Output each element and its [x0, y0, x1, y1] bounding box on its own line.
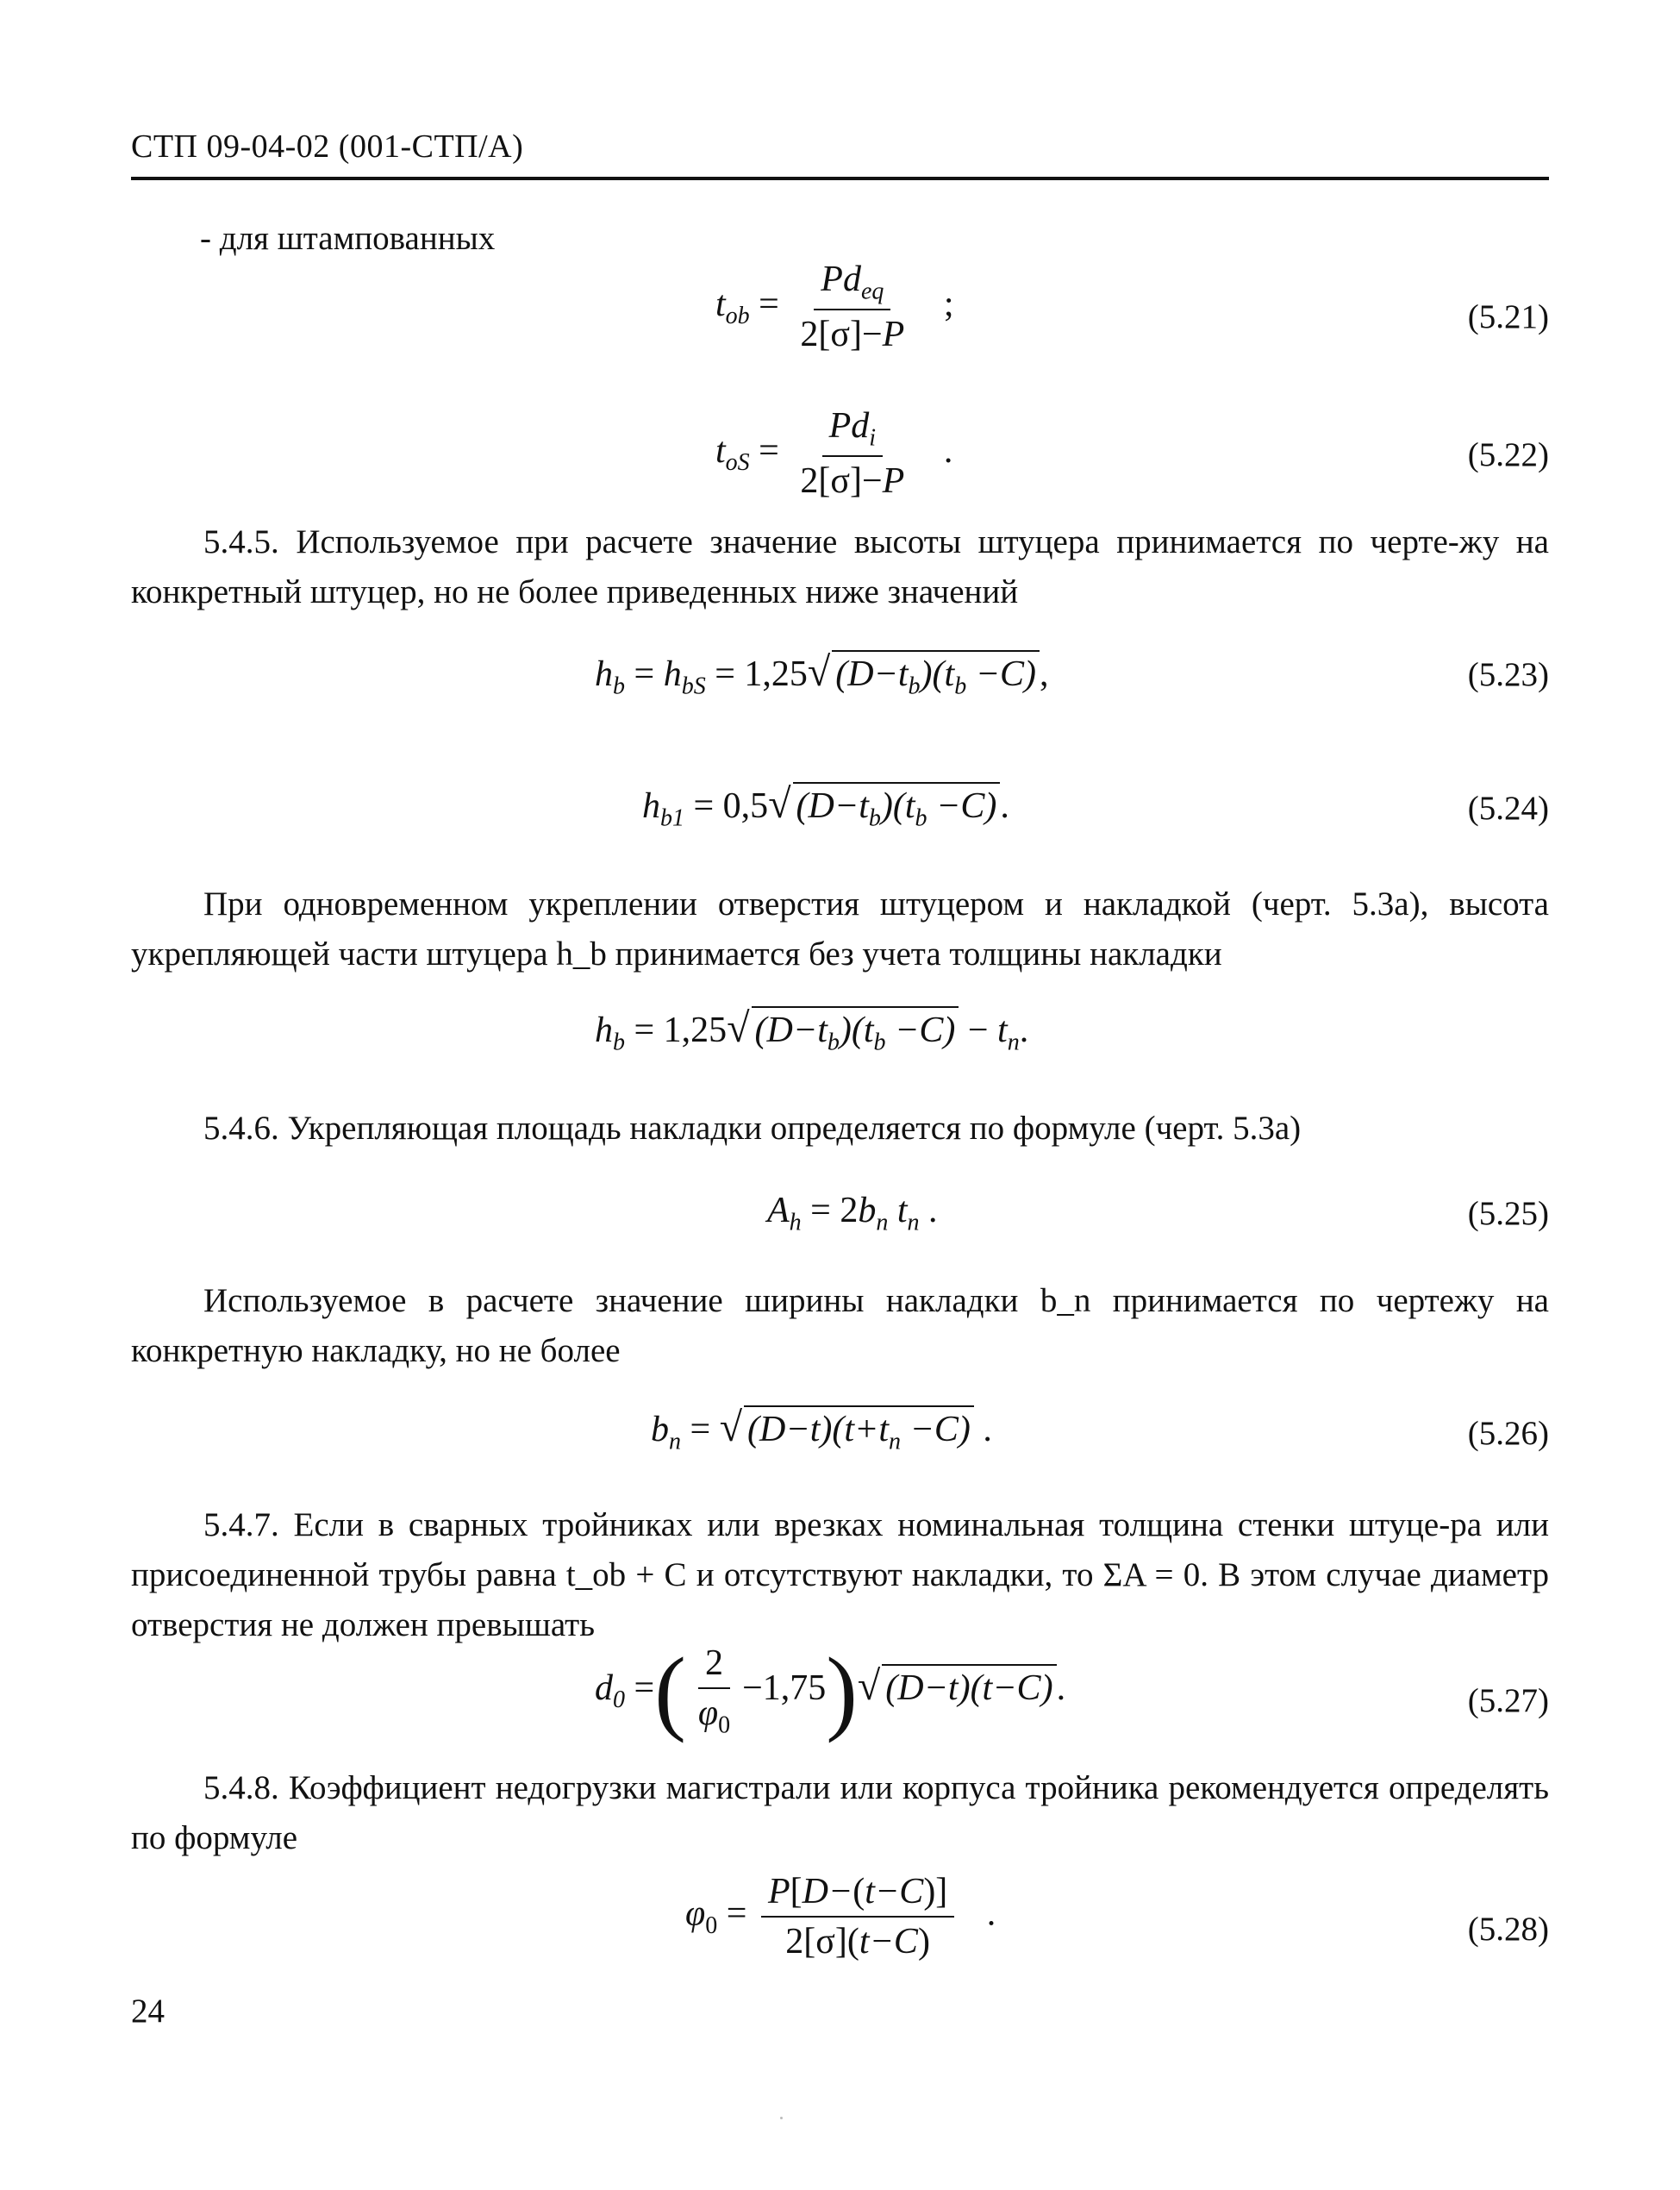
equation-5-25: $A_h = 2b_n$ $t_n$ . — [767, 1191, 938, 1236]
equation-5-27: $d_0$ =( $\frac{2}{\varphi_0}$ −1,75)√ (D−t)(t−C). — [595, 1638, 1066, 1744]
equation-hb-reduced: $h_b = 1,25√$ $(D-t_b)(t_b -C) - t_n$. — [595, 1005, 1029, 1056]
equation-number-5-21: (5.21) — [1467, 298, 1549, 335]
paragraph-5-4-6: 5.4.6. Укрепляющая площадь накладки определяется по формуле (черт. 5.3а) — [203, 1110, 1302, 1147]
equation-5-21: $t_{ob}$ = $\frac{Pd_{eq}}{2[\sigma]-P}$ ; — [715, 260, 954, 355]
paragraph-simultaneous: При одновременном укреплении отверстия штуцером и накладкой (черт. 5.3а), высота укрепляющей части штуцера h_b принимается без учета толщины накладки — [131, 885, 1549, 973]
paragraph-5-4-5: 5.4.5. Используемое при расчете значение высоты штуцера принимается по черте-жу на конкретный штуцер, но не более приведенных ниже значений — [131, 523, 1549, 610]
equation-number-5-25: (5.25) — [1467, 1195, 1549, 1232]
equation-5-28: $\varphi_0$ = $\frac{P[D-(t-C)]}{2[\sigma](t-C)}$ . — [685, 1872, 996, 1962]
document-header: СТП 09-04-02 (001-СТП/А) — [131, 128, 524, 165]
equation-5-22: $t_{oS}$ = $\frac{Pd_i}{2[\sigma]-P}$ . — [715, 406, 953, 502]
equation-5-24: $h_{b1} = 0,5√$ $(D-t_b)(t_b -C)$. — [642, 781, 1009, 832]
equation-5-23: $h_b = h_{bS} = 1,25√$ $(D-t_b)(t_b -C)$, — [595, 649, 1049, 700]
equation-number-5-23: (5.23) — [1467, 656, 1549, 693]
equation-number-5-28: (5.28) — [1467, 1911, 1549, 1948]
equation-number-5-26: (5.26) — [1467, 1415, 1549, 1452]
equation-number-5-27: (5.27) — [1467, 1682, 1549, 1719]
page-number: 24 — [131, 1993, 165, 2030]
header-rule — [131, 177, 1549, 180]
paragraph-plate-width: Используемое в расчете значение ширины накладки b_n принимается по чертежу на конкретную накладку, но не более — [131, 1282, 1549, 1369]
paragraph-stamped: - для штампованных — [200, 220, 496, 257]
equation-number-5-24: (5.24) — [1467, 790, 1549, 827]
paragraph-5-4-8: 5.4.8. Коэффициент недогрузки магистрали или корпуса тройника рекомендуется определять по формуле — [131, 1769, 1549, 1856]
scan-speck — [780, 2117, 783, 2119]
paragraph-5-4-7: 5.4.7. Если в сварных тройниках или врезках номинальная толщина стенки штуце-ра или присоединенной трубы равна t_ob + C и отсутствуют накладки, то ΣA = 0. В этом случае диаметр отверстия не должен превышать — [131, 1506, 1549, 1643]
equation-number-5-22: (5.22) — [1467, 436, 1549, 473]
equation-5-26: $b_n$ = √ $(D-t)(t+t_n -C)$ . — [651, 1405, 992, 1455]
